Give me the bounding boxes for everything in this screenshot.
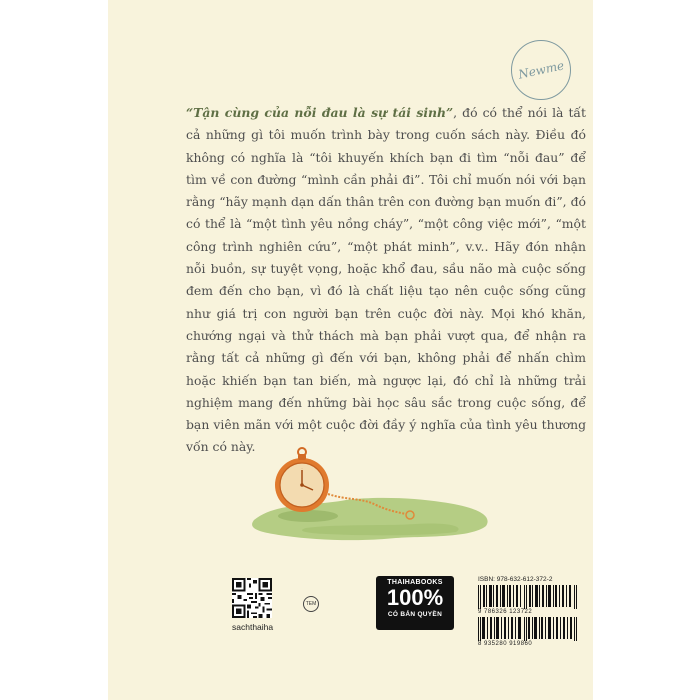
watch-shadow	[278, 510, 338, 522]
isbn-block	[478, 576, 588, 647]
isbn-barcode-icon	[478, 585, 578, 609]
logo-text: Newme	[516, 58, 566, 82]
blurb-body: , đó có thể nói là tất cả những gì tôi muốn trình bày trong cuốn sách này. Điều đó không có nghĩa là “tôi khuyến khích bạn đi tìm “nỗi đau” để tìm về con đường “mình cần phải đi”. Tôi chỉ muốn nói với bạn rằng “hãy mạnh dạn dấn thân trên con đường bạn muốn đi”, đó có thể là “một tình yêu nồng cháy”, “một công việc mới”, “một công trình nghiên cứu”, “một phát minh”, v.v.. Hãy đón nhận nỗi buồn, sự tuyệt vọng, hoặc khổ đau, sầu não mà cuộc sống đem đến cho bạn, vì đó là chất liệu tạo nên cuộc sống cũng như giá trị con người bạn trên cuộc đời này. Mọi khó khăn, chướng ngại và thử thách mà bạn phải vượt qua, để nhận ra rằng tất cả những gì đến với bạn, không phải để nhấn chìm hoặc khiến bạn tan biến, mà ngược lại, đó chỉ là những trải nghiệm mang đến những bài học sâu sắc trong cuộc sống, để bạn viên mãn với một cuộc đời đầy ý nghĩa của tình yêu thương vốn có này.	[186, 105, 587, 455]
copyright-badge	[376, 576, 454, 630]
book-back-cover	[108, 0, 593, 700]
svg-text:·: ·	[301, 466, 303, 471]
stamp-icon: TEM	[303, 596, 319, 612]
watch-icon	[275, 448, 329, 512]
badge-percent: 100%	[386, 585, 444, 610]
blurb-text	[186, 102, 586, 459]
qr-code-icon	[232, 578, 272, 618]
barcode2-number: 8 935280 919860	[478, 641, 533, 647]
publisher-logo	[511, 40, 571, 100]
product-barcode-icon	[478, 617, 578, 641]
badge-brand: THAIHABOOKS	[387, 579, 443, 586]
qr-label: sachthaiha	[232, 622, 274, 632]
badge-subtext: CÓ BẢN QUYỀN	[387, 611, 443, 618]
blurb-lead-quote: “Tận cùng của nỗi đau là sự tái sinh”	[186, 105, 454, 120]
barcode1-number: 9 786326 123722	[478, 609, 533, 615]
isbn-label: ISBN: 978-632-612-372-2	[478, 576, 553, 583]
qr-block	[232, 578, 272, 632]
pocket-watch-illustration	[246, 440, 496, 550]
